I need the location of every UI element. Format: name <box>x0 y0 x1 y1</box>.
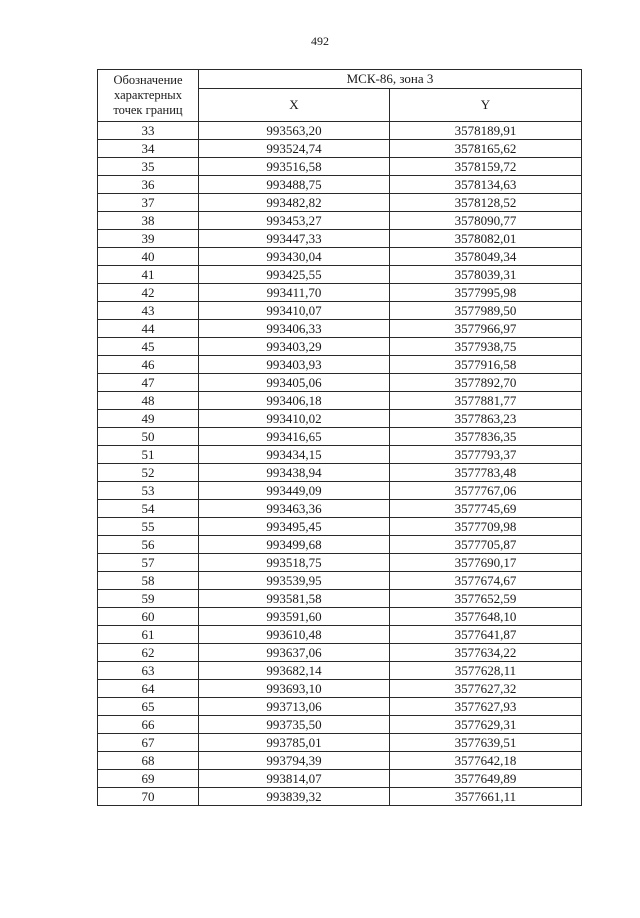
table-row <box>98 752 582 770</box>
x-coordinate-cell: 993434,15 <box>199 446 390 464</box>
x-coordinate-cell: 993563,20 <box>199 122 390 140</box>
y-coordinate-cell: 3577690,17 <box>390 554 582 572</box>
point-number-cell: 48 <box>98 392 199 410</box>
y-coordinate-cell: 3577674,67 <box>390 572 582 590</box>
x-coordinate-cell: 993488,75 <box>199 176 390 194</box>
table-row <box>98 410 582 428</box>
table-row <box>98 302 582 320</box>
point-number-cell: 70 <box>98 788 199 806</box>
x-coordinate-cell: 993499,68 <box>199 536 390 554</box>
y-coordinate-cell: 3577938,75 <box>390 338 582 356</box>
y-coordinate-cell: 3577705,87 <box>390 536 582 554</box>
table-row <box>98 644 582 662</box>
point-number-cell: 39 <box>98 230 199 248</box>
x-coordinate-cell: 993430,04 <box>199 248 390 266</box>
table-row <box>98 320 582 338</box>
table-row <box>98 518 582 536</box>
y-coordinate-cell: 3577627,32 <box>390 680 582 698</box>
x-coordinate-cell: 993839,32 <box>199 788 390 806</box>
point-number-cell: 34 <box>98 140 199 158</box>
x-coordinate-cell: 993495,45 <box>199 518 390 536</box>
point-number-cell: 35 <box>98 158 199 176</box>
x-coordinate-cell: 993438,94 <box>199 464 390 482</box>
table-row <box>98 464 582 482</box>
table-row <box>98 374 582 392</box>
point-number-cell: 45 <box>98 338 199 356</box>
point-number-cell: 50 <box>98 428 199 446</box>
y-coordinate-cell: 3578082,01 <box>390 230 582 248</box>
y-column-header: Y <box>390 89 582 122</box>
y-coordinate-cell: 3577793,37 <box>390 446 582 464</box>
point-number-cell: 57 <box>98 554 199 572</box>
table-row <box>98 626 582 644</box>
table-row <box>98 590 582 608</box>
point-number-cell: 37 <box>98 194 199 212</box>
point-number-cell: 62 <box>98 644 199 662</box>
point-number-cell: 36 <box>98 176 199 194</box>
x-coordinate-cell: 993518,75 <box>199 554 390 572</box>
x-coordinate-cell: 993411,70 <box>199 284 390 302</box>
point-number-cell: 58 <box>98 572 199 590</box>
x-coordinate-cell: 993410,02 <box>199 410 390 428</box>
x-coordinate-cell: 993403,93 <box>199 356 390 374</box>
y-coordinate-cell: 3578165,62 <box>390 140 582 158</box>
table-row <box>98 608 582 626</box>
point-number-cell: 40 <box>98 248 199 266</box>
x-coordinate-cell: 993447,33 <box>199 230 390 248</box>
point-number-cell: 42 <box>98 284 199 302</box>
table-row <box>98 176 582 194</box>
y-coordinate-cell: 3577989,50 <box>390 302 582 320</box>
x-coordinate-cell: 993610,48 <box>199 626 390 644</box>
point-number-cell: 33 <box>98 122 199 140</box>
x-coordinate-cell: 993425,55 <box>199 266 390 284</box>
page-number: 492 <box>311 34 329 48</box>
y-coordinate-cell: 3578189,91 <box>390 122 582 140</box>
y-coordinate-cell: 3577709,98 <box>390 518 582 536</box>
coordinate-system-header: МСК-86, зона 3 <box>199 70 582 89</box>
x-coordinate-cell: 993794,39 <box>199 752 390 770</box>
point-number-cell: 64 <box>98 680 199 698</box>
y-coordinate-cell: 3577916,58 <box>390 356 582 374</box>
y-coordinate-cell: 3577634,22 <box>390 644 582 662</box>
point-number-cell: 44 <box>98 320 199 338</box>
y-coordinate-cell: 3577661,11 <box>390 788 582 806</box>
y-coordinate-cell: 3578128,52 <box>390 194 582 212</box>
table-row <box>98 446 582 464</box>
y-coordinate-cell: 3577767,06 <box>390 482 582 500</box>
y-coordinate-cell: 3577649,89 <box>390 770 582 788</box>
x-coordinate-cell: 993449,09 <box>199 482 390 500</box>
x-coordinate-cell: 993581,58 <box>199 590 390 608</box>
table-row <box>98 266 582 284</box>
point-number-cell: 46 <box>98 356 199 374</box>
table-row <box>98 536 582 554</box>
y-coordinate-cell: 3577627,93 <box>390 698 582 716</box>
x-coordinate-cell: 993482,82 <box>199 194 390 212</box>
x-column-header: X <box>199 89 390 122</box>
point-number-cell: 68 <box>98 752 199 770</box>
y-coordinate-cell: 3577648,10 <box>390 608 582 626</box>
x-coordinate-cell: 993637,06 <box>199 644 390 662</box>
point-number-cell: 52 <box>98 464 199 482</box>
y-coordinate-cell: 3578134,63 <box>390 176 582 194</box>
x-coordinate-cell: 993693,10 <box>199 680 390 698</box>
point-number-cell: 65 <box>98 698 199 716</box>
table-row <box>98 338 582 356</box>
y-coordinate-cell: 3577641,87 <box>390 626 582 644</box>
point-number-cell: 43 <box>98 302 199 320</box>
point-number-cell: 60 <box>98 608 199 626</box>
table-row <box>98 140 582 158</box>
y-coordinate-cell: 3577966,97 <box>390 320 582 338</box>
y-coordinate-cell: 3578039,31 <box>390 266 582 284</box>
x-coordinate-cell: 993735,50 <box>199 716 390 734</box>
point-number-cell: 53 <box>98 482 199 500</box>
table-row <box>98 428 582 446</box>
y-coordinate-cell: 3577783,48 <box>390 464 582 482</box>
table-body <box>98 122 582 806</box>
point-number-cell: 41 <box>98 266 199 284</box>
table-row <box>98 482 582 500</box>
point-number-cell: 59 <box>98 590 199 608</box>
y-coordinate-cell: 3577642,18 <box>390 752 582 770</box>
table-row <box>98 356 582 374</box>
point-number-cell: 69 <box>98 770 199 788</box>
x-coordinate-cell: 993410,07 <box>199 302 390 320</box>
x-coordinate-cell: 993713,06 <box>199 698 390 716</box>
point-number-cell: 38 <box>98 212 199 230</box>
x-coordinate-cell: 993416,65 <box>199 428 390 446</box>
x-coordinate-cell: 993682,14 <box>199 662 390 680</box>
table-row <box>98 698 582 716</box>
table-row <box>98 284 582 302</box>
y-coordinate-cell: 3577745,69 <box>390 500 582 518</box>
table-row <box>98 680 582 698</box>
table-row <box>98 230 582 248</box>
table-row <box>98 122 582 140</box>
x-coordinate-cell: 993524,74 <box>199 140 390 158</box>
table-row <box>98 572 582 590</box>
point-number-cell: 54 <box>98 500 199 518</box>
table-row <box>98 734 582 752</box>
y-coordinate-cell: 3577863,23 <box>390 410 582 428</box>
table-row <box>98 194 582 212</box>
x-coordinate-cell: 993403,29 <box>199 338 390 356</box>
x-coordinate-cell: 993591,60 <box>199 608 390 626</box>
table-row <box>98 158 582 176</box>
x-coordinate-cell: 993406,18 <box>199 392 390 410</box>
y-coordinate-cell: 3577628,11 <box>390 662 582 680</box>
x-coordinate-cell: 993785,01 <box>199 734 390 752</box>
table-row <box>98 770 582 788</box>
y-coordinate-cell: 3577892,70 <box>390 374 582 392</box>
x-coordinate-cell: 993463,36 <box>199 500 390 518</box>
table-row <box>98 392 582 410</box>
y-coordinate-cell: 3577652,59 <box>390 590 582 608</box>
point-number-cell: 47 <box>98 374 199 392</box>
point-designation-header: Обозначение характерных точек границ <box>98 70 199 122</box>
point-number-cell: 66 <box>98 716 199 734</box>
y-coordinate-cell: 3577639,51 <box>390 734 582 752</box>
x-coordinate-cell: 993406,33 <box>199 320 390 338</box>
coordinates-table <box>97 69 582 806</box>
y-coordinate-cell: 3577995,98 <box>390 284 582 302</box>
y-coordinate-cell: 3577836,35 <box>390 428 582 446</box>
table-row <box>98 248 582 266</box>
point-number-cell: 63 <box>98 662 199 680</box>
x-coordinate-cell: 993814,07 <box>199 770 390 788</box>
point-number-cell: 49 <box>98 410 199 428</box>
y-coordinate-cell: 3578090,77 <box>390 212 582 230</box>
point-number-cell: 61 <box>98 626 199 644</box>
table-row <box>98 554 582 572</box>
table-row <box>98 662 582 680</box>
y-coordinate-cell: 3578159,72 <box>390 158 582 176</box>
point-number-cell: 51 <box>98 446 199 464</box>
x-coordinate-cell: 993539,95 <box>199 572 390 590</box>
x-coordinate-cell: 993405,06 <box>199 374 390 392</box>
table-row <box>98 716 582 734</box>
point-number-cell: 56 <box>98 536 199 554</box>
point-number-cell: 67 <box>98 734 199 752</box>
y-coordinate-cell: 3578049,34 <box>390 248 582 266</box>
x-coordinate-cell: 993453,27 <box>199 212 390 230</box>
x-coordinate-cell: 993516,58 <box>199 158 390 176</box>
table-row <box>98 500 582 518</box>
table-row <box>98 212 582 230</box>
point-number-cell: 55 <box>98 518 199 536</box>
y-coordinate-cell: 3577881,77 <box>390 392 582 410</box>
table-row <box>98 788 582 806</box>
y-coordinate-cell: 3577629,31 <box>390 716 582 734</box>
